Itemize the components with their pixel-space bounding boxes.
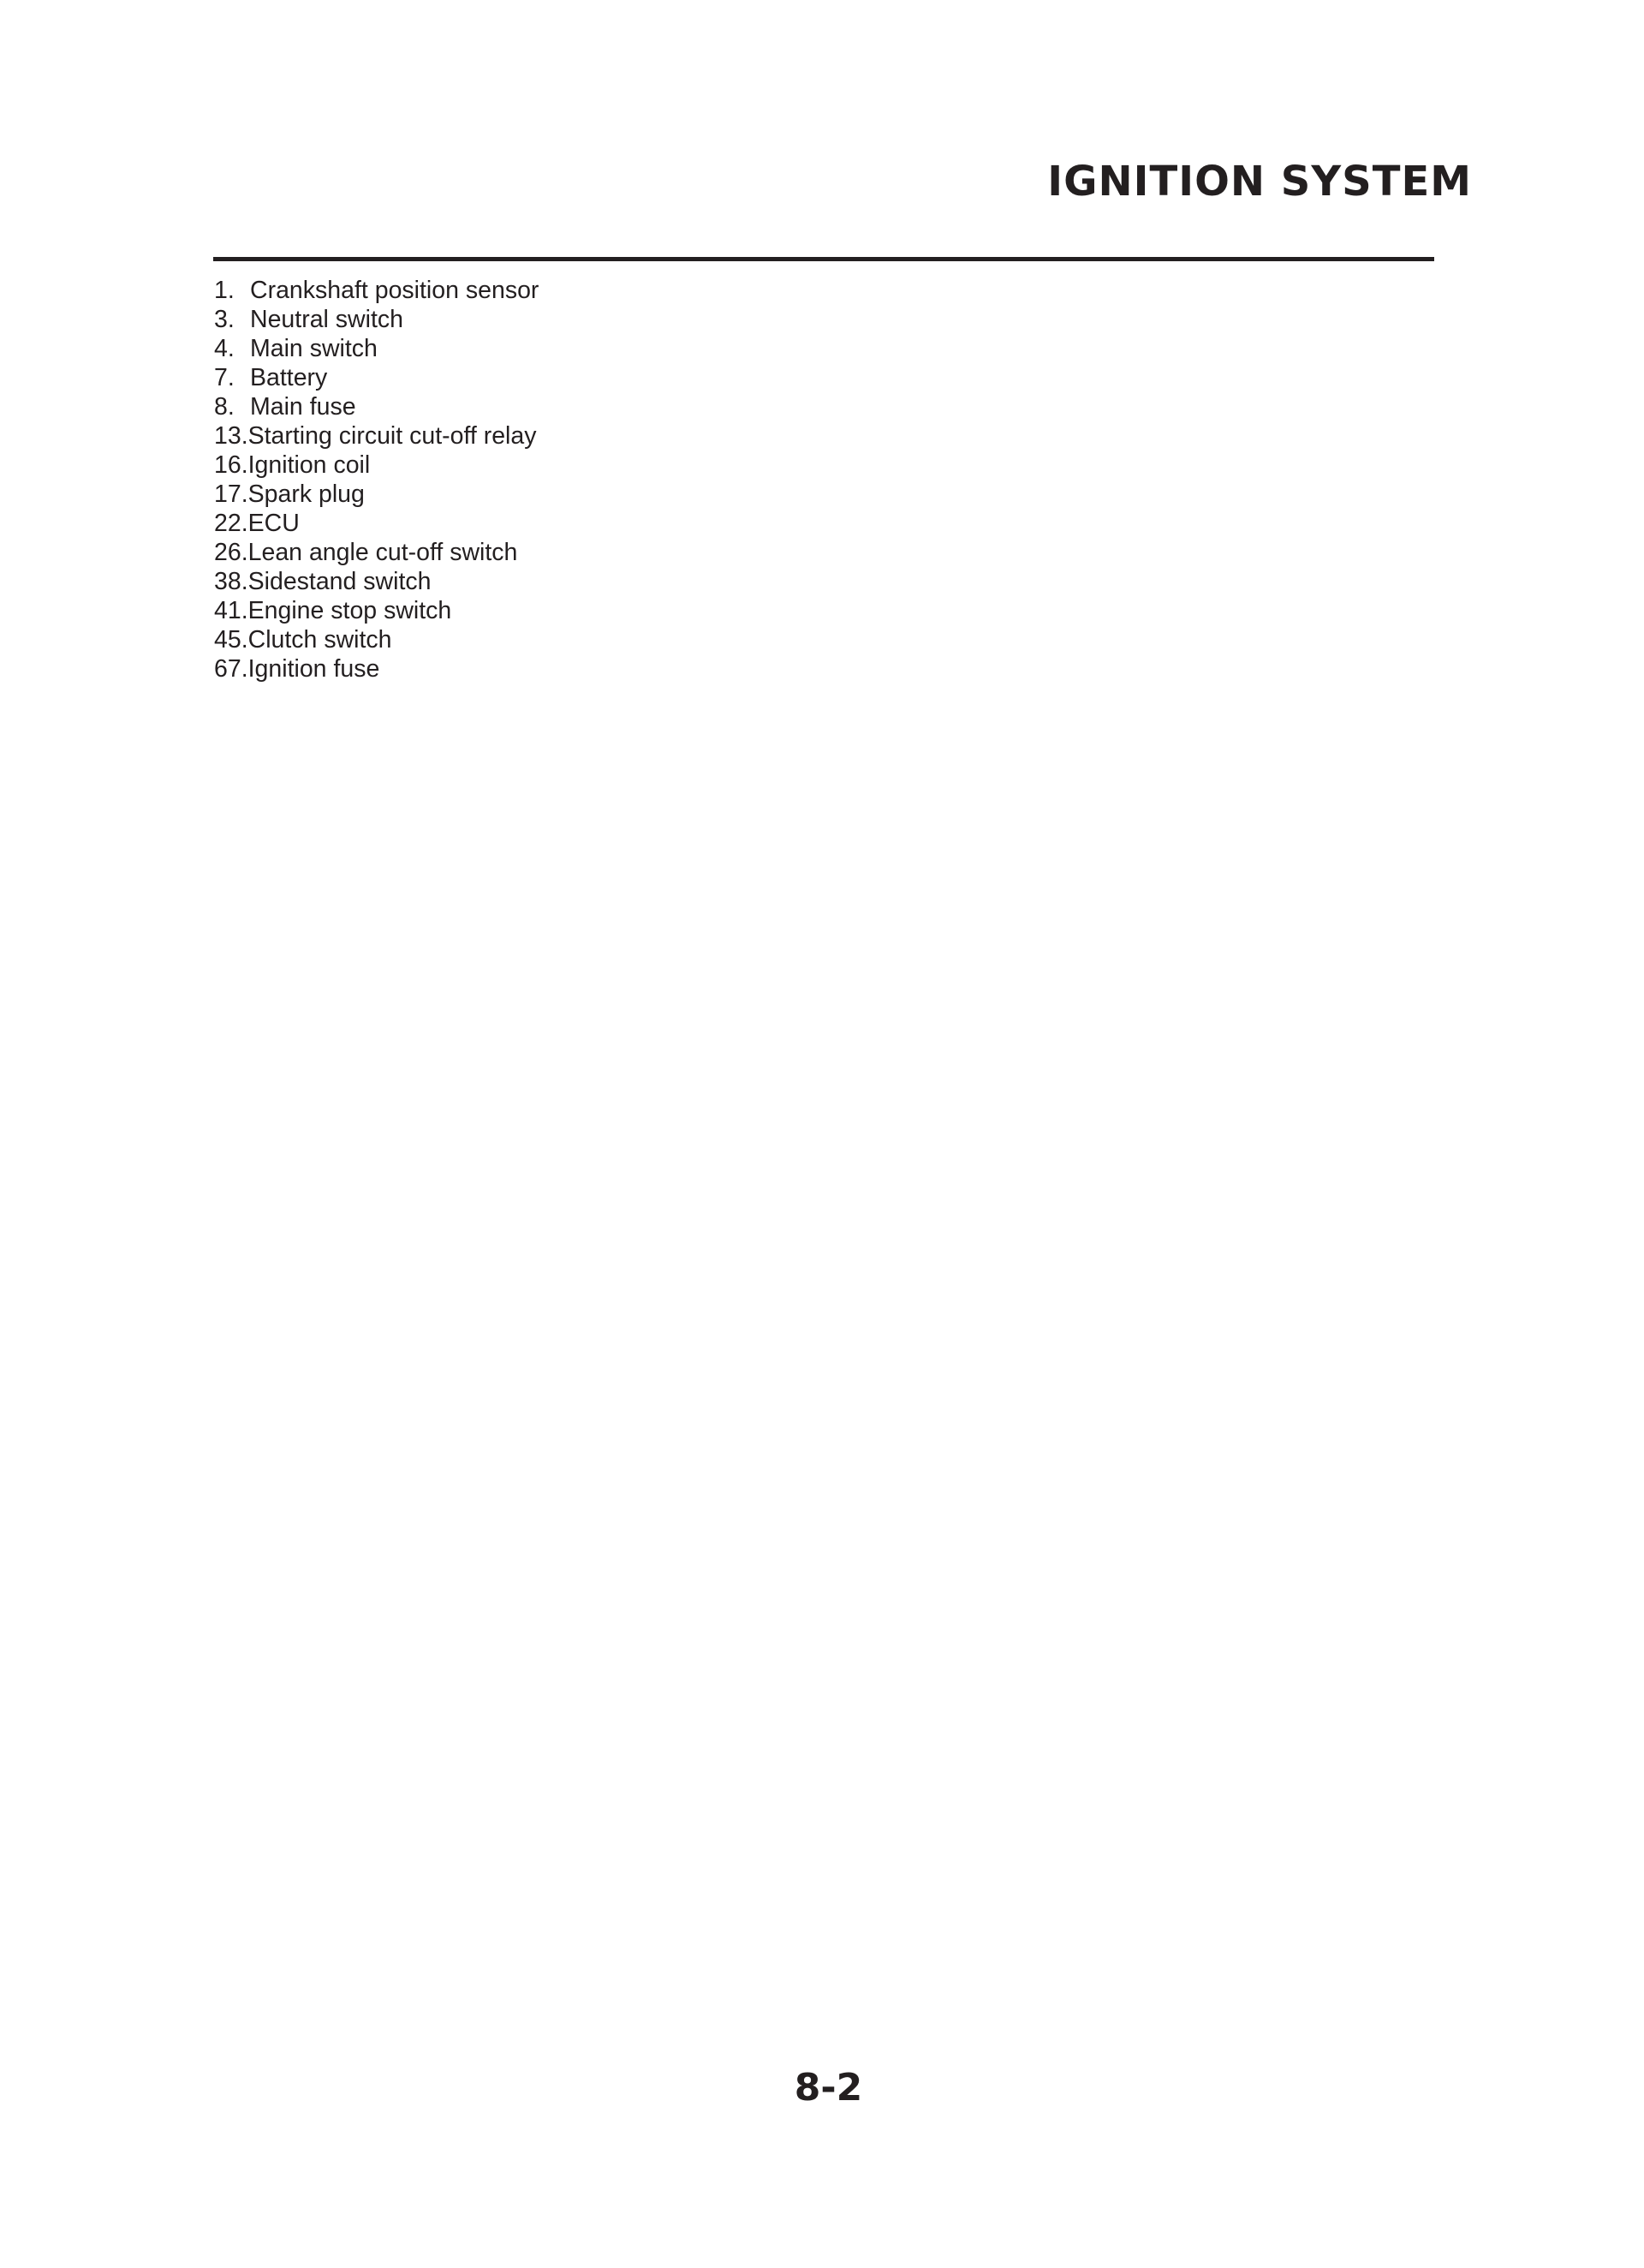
page-title: IGNITION SYSTEM — [1047, 158, 1472, 206]
item-label: Ignition coil — [247, 451, 371, 479]
list-item — [214, 538, 539, 567]
item-number: 41. — [214, 597, 248, 624]
item-label: Crankshaft position sensor — [250, 277, 539, 304]
item-number: 13. — [214, 422, 248, 450]
list-item — [214, 509, 539, 538]
item-label: Lean angle cut-off switch — [247, 539, 518, 566]
list-item — [214, 421, 539, 451]
item-label: Sidestand switch — [247, 568, 432, 595]
item-number: 38. — [214, 568, 248, 595]
item-label: Main fuse — [250, 393, 356, 421]
header-rule — [213, 257, 1434, 261]
item-label: Battery — [250, 364, 328, 391]
list-item — [214, 480, 539, 509]
item-number: 17. — [214, 480, 248, 508]
item-number: 1. — [214, 277, 235, 304]
item-label: Clutch switch — [247, 626, 392, 654]
item-label: Main switch — [250, 335, 378, 362]
legend-list — [214, 276, 539, 683]
list-item — [214, 305, 539, 334]
list-item — [214, 363, 539, 392]
list-item — [214, 451, 539, 480]
item-label: Engine stop switch — [247, 597, 452, 624]
item-number: 45. — [214, 626, 248, 654]
list-item — [214, 276, 539, 305]
item-number: 3. — [214, 306, 235, 333]
item-label: Neutral switch — [250, 306, 403, 333]
item-number: 67. — [214, 655, 248, 683]
list-item — [214, 625, 539, 654]
list-item — [214, 334, 539, 363]
page-number: 8-2 — [794, 2066, 863, 2110]
item-label: ECU — [247, 510, 300, 537]
item-number: 26. — [214, 539, 248, 566]
item-number: 4. — [214, 335, 235, 362]
item-number: 22. — [214, 510, 248, 537]
list-item — [214, 392, 539, 421]
item-label: Starting circuit cut-off relay — [247, 422, 537, 450]
item-number: 8. — [214, 393, 235, 421]
list-item — [214, 654, 539, 683]
item-label: Spark plug — [247, 480, 365, 508]
list-item — [214, 596, 539, 625]
item-number: 16. — [214, 451, 248, 479]
item-number: 7. — [214, 364, 235, 391]
item-label: Ignition fuse — [247, 655, 380, 683]
list-item — [214, 567, 539, 596]
